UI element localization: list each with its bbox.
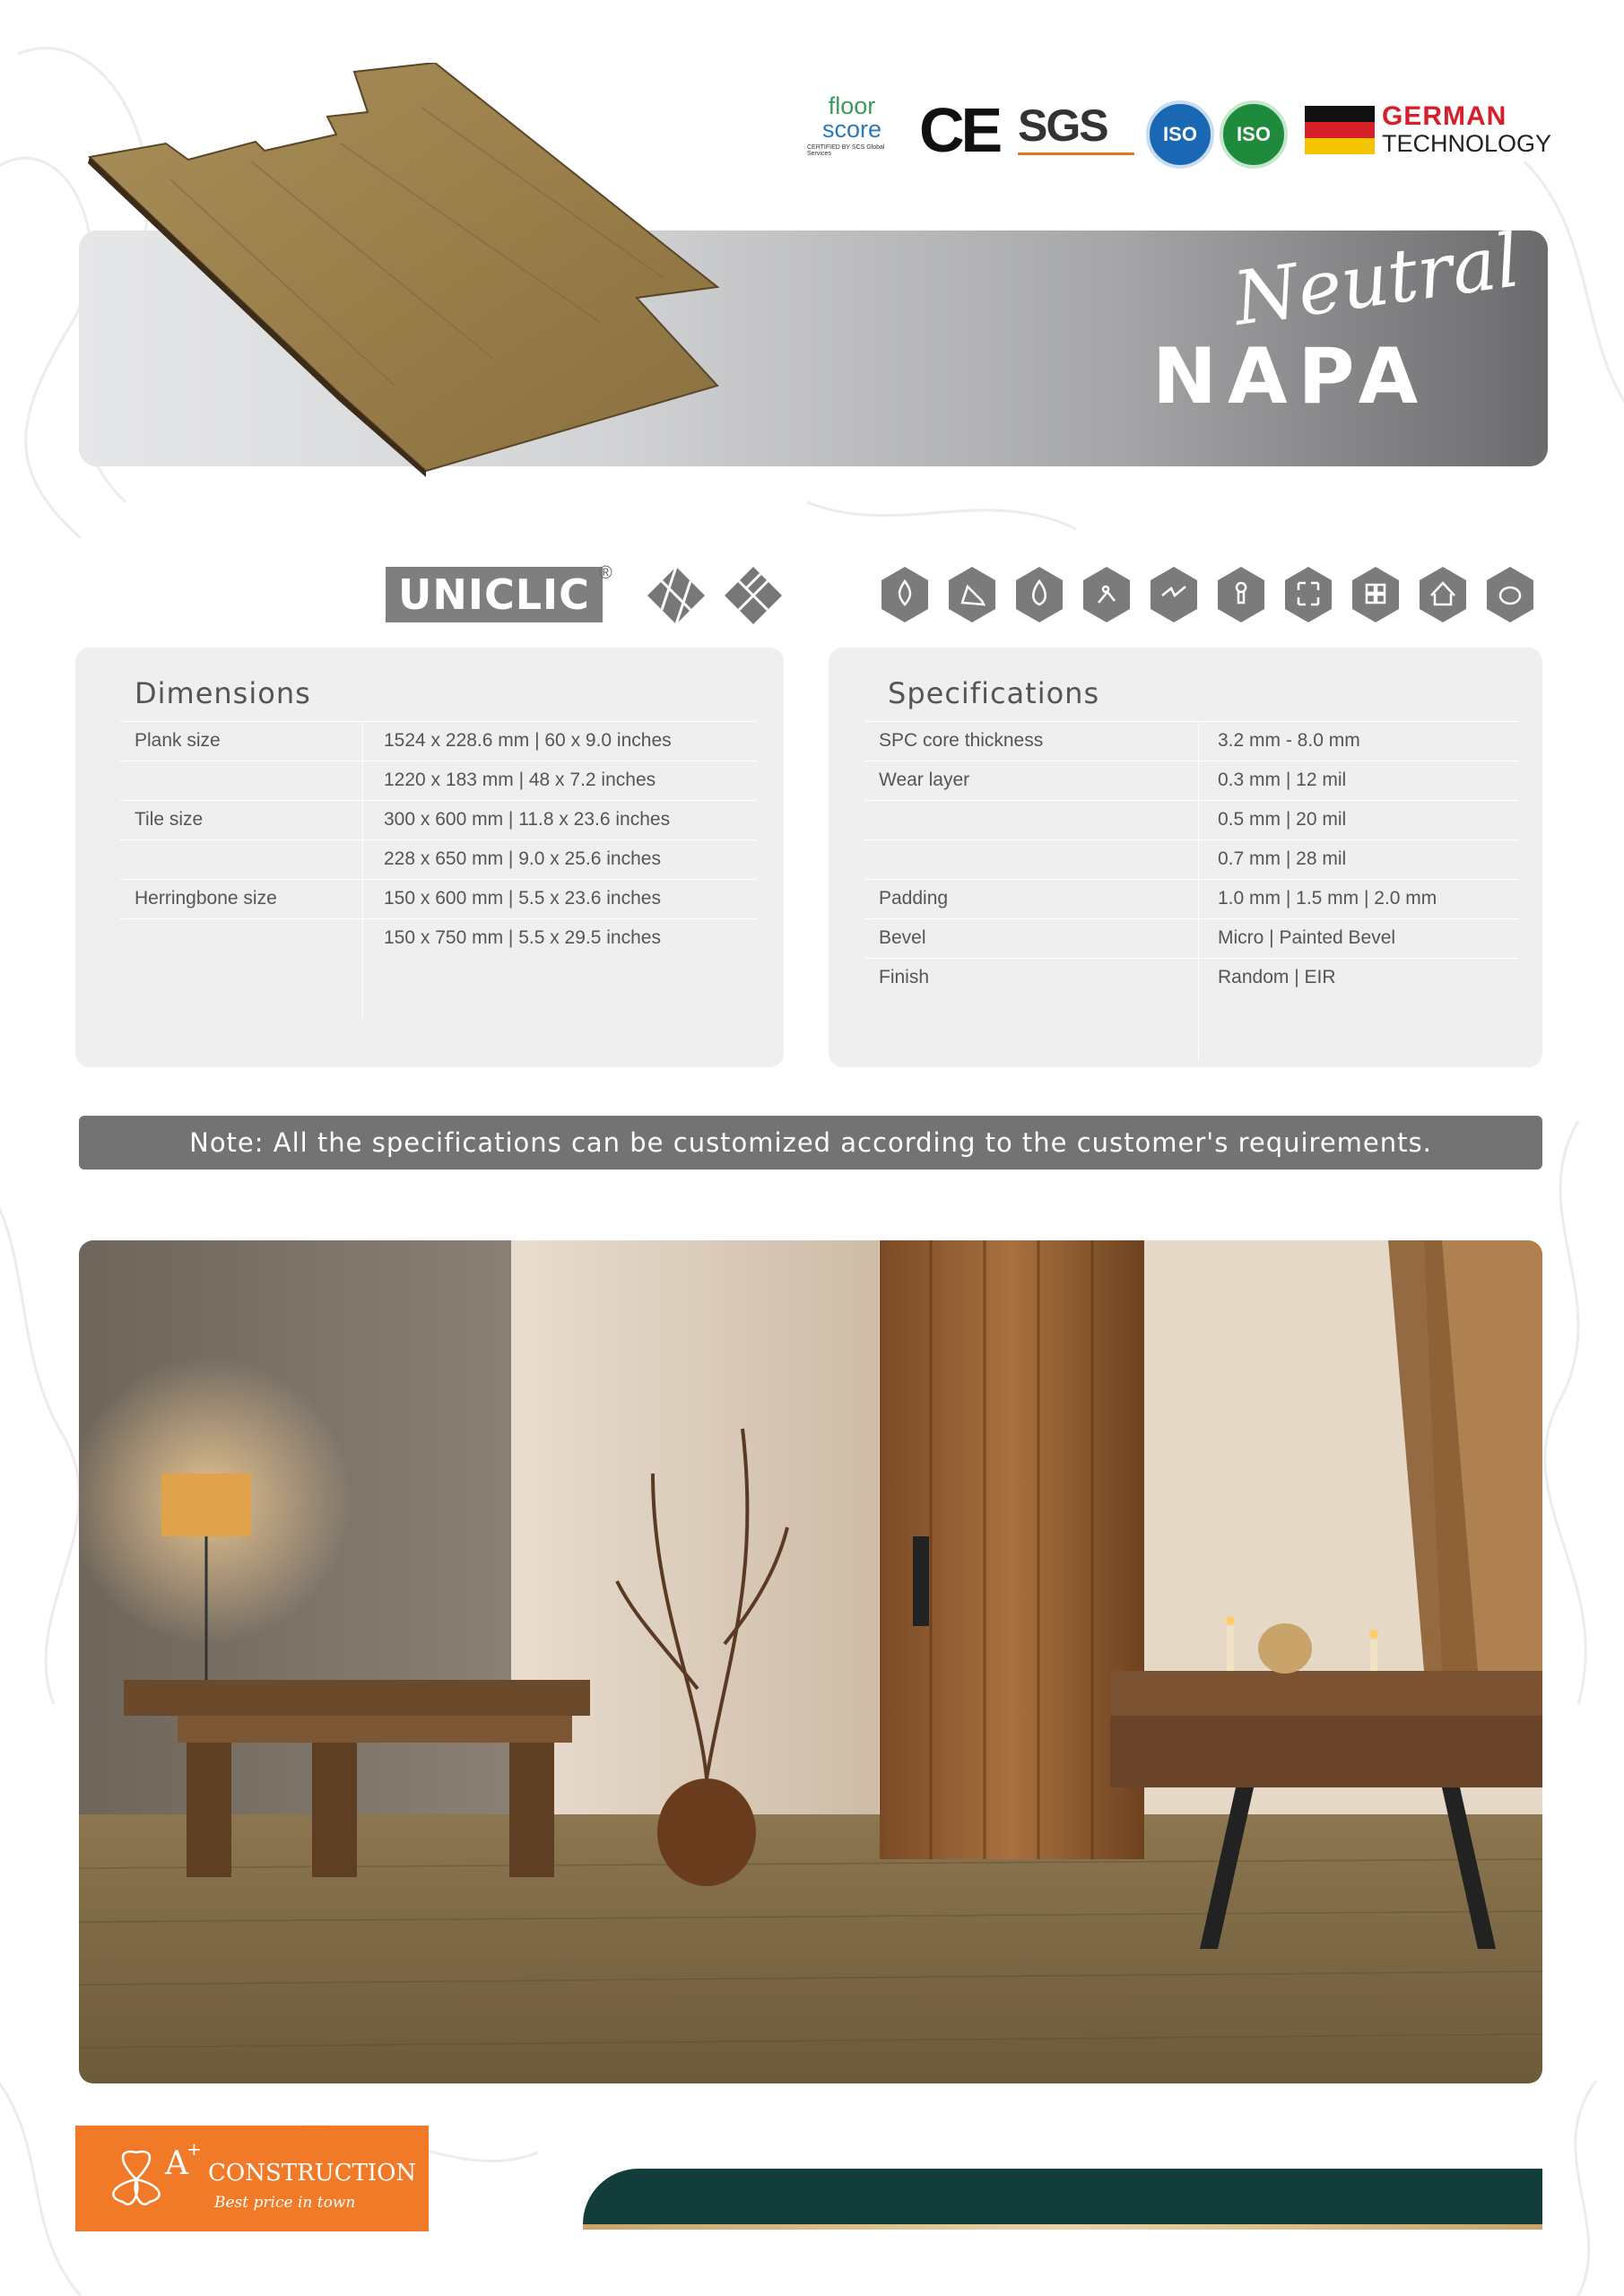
dimensions-row-value: 228 x 650 mm | 9.0 x 25.6 inches (384, 848, 661, 869)
plank-product-image (72, 63, 753, 484)
tile-icon (1350, 565, 1402, 624)
uniclic-logo: UNICLIC (386, 567, 603, 622)
dimensions-panel (75, 648, 784, 1067)
logo-construction-text: CONSTRUCTION (208, 2160, 417, 2187)
herringbone-pattern-icon (644, 563, 708, 628)
specifications-row-value: Random | EIR (1218, 967, 1336, 987)
specifications-row-value: 0.3 mm | 12 mil (1218, 770, 1347, 790)
room-interior-photo (79, 1240, 1542, 2083)
pig-icon (1484, 565, 1536, 624)
oil-drop-icon (1013, 565, 1065, 624)
specifications-row-value: 1.0 mm | 1.5 mm | 2.0 mm (1218, 888, 1437, 909)
dimensions-title: Dimensions (135, 676, 311, 710)
floorscore-logo (807, 94, 897, 166)
floorscore-word-1: floor (828, 92, 876, 119)
footer-decorative-bar (583, 2169, 1542, 2224)
a-plus-construction-logo (75, 2126, 429, 2231)
technology-label: TECHNOLOGY (1381, 130, 1551, 157)
dimensions-row-label: Plank size (135, 730, 221, 751)
slip-resistant-icon (1081, 565, 1133, 624)
dimensions-row-value: 150 x 600 mm | 5.5 x 23.6 inches (384, 888, 661, 909)
specifications-row-value: 3.2 mm - 8.0 mm (1218, 730, 1360, 751)
water-drop-icon (879, 565, 931, 624)
specifications-row-label: Finish (879, 967, 930, 987)
specifications-row-label: Wear layer (879, 770, 970, 790)
ce-mark-logo: CE (919, 95, 1000, 165)
dimensions-row-label: Herringbone size (135, 888, 277, 909)
registered-mark: ® (599, 563, 612, 583)
iso-14001-logo: ISO (1220, 100, 1288, 169)
hero-script-title: Neutral (1228, 218, 1525, 343)
specifications-panel (829, 648, 1542, 1067)
dimensions-row-value: 1220 x 183 mm | 48 x 7.2 inches (384, 770, 656, 790)
flower-logo-icon (100, 2144, 172, 2215)
expand-icon (1282, 565, 1334, 624)
specifications-row-label: Padding (879, 888, 949, 909)
sgs-logo: SGS (1018, 99, 1134, 155)
specifications-row-value: 0.7 mm | 28 mil (1218, 848, 1347, 869)
specifications-title: Specifications (888, 676, 1100, 710)
house-icon (1417, 565, 1469, 624)
logo-tagline: Best price in town (214, 2194, 356, 2212)
scratch-resistant-icon (1148, 565, 1200, 624)
specifications-row-value: 0.5 mm | 20 mil (1218, 809, 1347, 830)
logo-letter-a: A (165, 2145, 188, 2182)
dimensions-row-value: 300 x 600 mm | 11.8 x 23.6 inches (384, 809, 671, 830)
chevron-pattern-icon (721, 563, 786, 628)
hero-title: NAPA (1152, 332, 1429, 422)
dimensions-row-value: 1524 x 228.6 mm | 60 x 9.0 inches (384, 730, 672, 751)
footer-gold-stripe (583, 2224, 1542, 2230)
customization-note: Note: All the specifications can be customized according to the customer's requirements. (79, 1116, 1542, 1170)
dimensions-row-label: Tile size (135, 809, 204, 830)
iso-9001-logo: ISO (1146, 100, 1214, 169)
logo-plus: + (187, 2138, 202, 2160)
german-technology-logo (1305, 103, 1551, 157)
specifications-row-label: SPC core thickness (879, 730, 1044, 751)
dimensions-row-value: 150 x 750 mm | 5.5 x 29.5 inches (384, 927, 661, 948)
specifications-row-label: Bevel (879, 927, 926, 948)
floorscore-small-text: CERTIFIED BY SCS Global Services (807, 144, 885, 157)
specifications-row-value: Micro | Painted Bevel (1218, 927, 1396, 948)
termite-icon (1215, 565, 1267, 624)
floorscore-word-2: score (821, 116, 882, 143)
german-flag-icon (1305, 106, 1375, 154)
high-heel-icon (946, 565, 998, 624)
german-label: GERMAN (1381, 101, 1507, 131)
